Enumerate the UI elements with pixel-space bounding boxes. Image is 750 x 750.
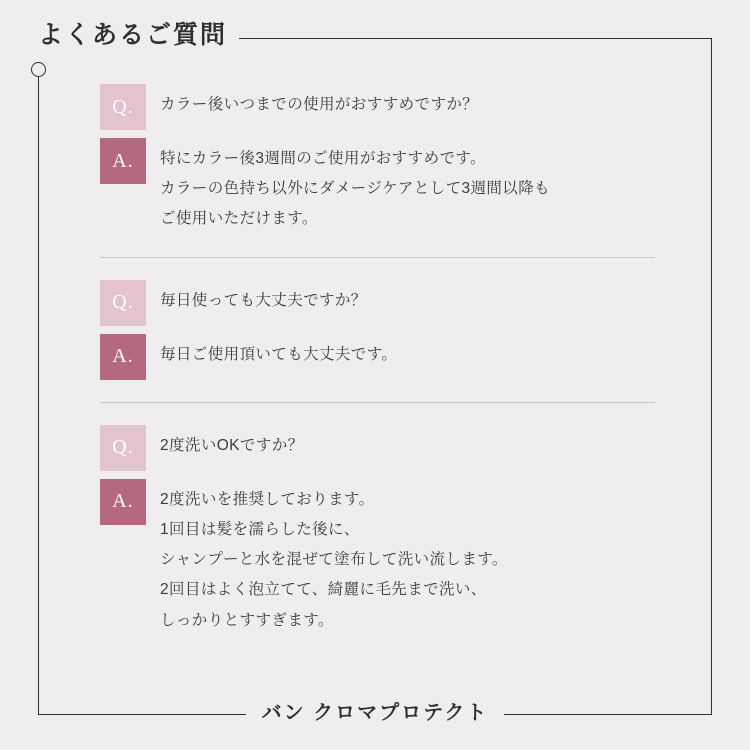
faq-answer-row [100, 334, 680, 380]
question-badge: Q. [100, 425, 146, 471]
question-text [160, 425, 304, 461]
frame-line-right [711, 38, 712, 715]
faq-item [100, 425, 680, 636]
faq-item [100, 280, 680, 380]
text-line: 毎日ご使用頂いても大丈夫です。 [160, 345, 398, 363]
text-line: しっかりとすすぎます。 [160, 611, 334, 629]
text-line: 2度洗いを推奨しております。 [160, 490, 375, 508]
corner-dot-decoration [31, 62, 46, 77]
frame-line-top [232, 38, 712, 39]
faq-question-row [100, 84, 680, 130]
section-divider [100, 402, 655, 403]
text-line: 1回目は髪を濡らした後に、 [160, 520, 360, 538]
text-line: 特にカラー後3週間のご使用がおすすめです。 [160, 150, 486, 167]
section-divider [100, 257, 655, 258]
answer-text [160, 138, 550, 235]
text-line: カラーの色持ち以外にダメージケアとして3週間以降も [160, 180, 551, 198]
text-line: 2回目はよく泡立てて、綺麗に毛先まで洗い、 [160, 581, 487, 599]
product-name-text: バン クロマプロテクト [246, 702, 505, 724]
text-line: シャンプーと水を混ぜて塗布して洗い流します。 [160, 551, 508, 569]
answer-text [160, 334, 397, 370]
faq-item [100, 84, 680, 235]
product-name-label [0, 696, 750, 725]
answer-text [160, 479, 508, 636]
question-badge: Q. [100, 84, 146, 130]
question-text [160, 84, 478, 120]
faq-question-row [100, 280, 680, 326]
text-line: 毎日使っても大丈夫ですか？ [160, 291, 367, 309]
page-title: よくあるご質問 [38, 20, 239, 50]
faq-list [100, 84, 680, 636]
faq-answer-row [100, 479, 680, 636]
question-text [160, 280, 367, 316]
faq-answer-row [100, 138, 680, 235]
answer-badge: A. [100, 479, 146, 525]
answer-badge: A. [100, 138, 146, 184]
text-line: ご使用いただけます。 [160, 210, 318, 228]
answer-badge: A. [100, 334, 146, 380]
question-badge: Q. [100, 280, 146, 326]
faq-question-row [100, 425, 680, 471]
text-line: カラー後いつまでの使用がおすすめですか？ [160, 96, 479, 113]
text-line: 2度洗いOKですか？ [160, 436, 304, 454]
frame-line-left [38, 70, 39, 715]
